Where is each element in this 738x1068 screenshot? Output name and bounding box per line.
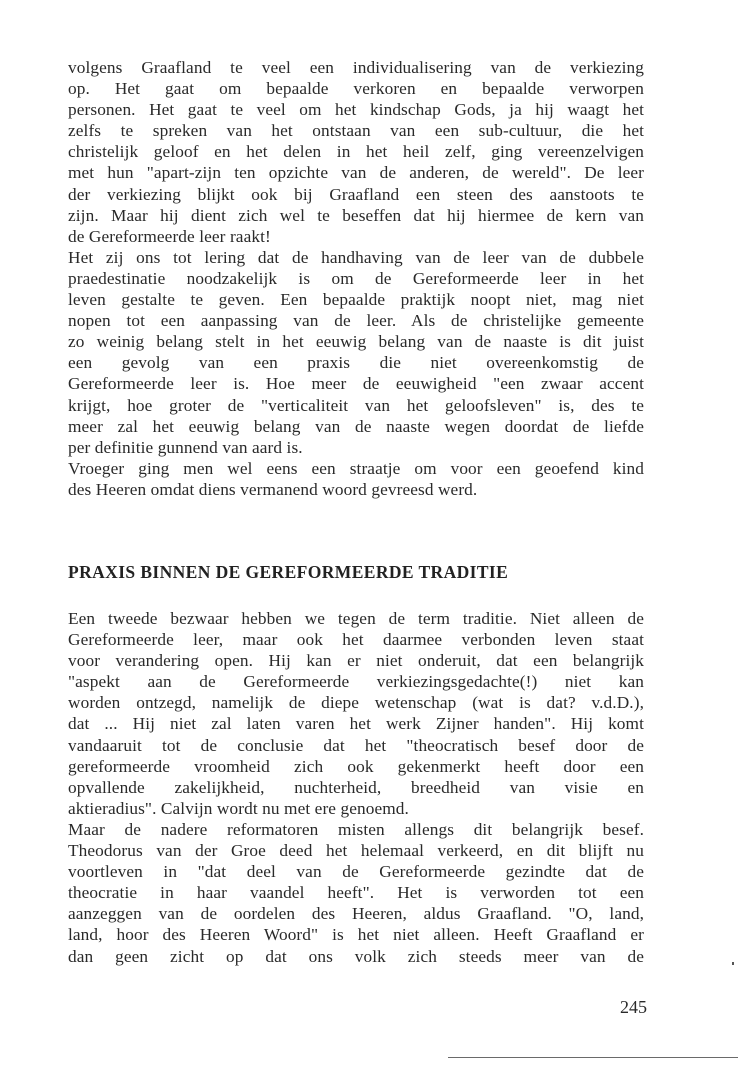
text-line: Het zij ons tot lering dat de handhaving van de leer van de dubbele	[68, 247, 644, 267]
text-line: land, hoor des Heeren Woord" is het niet alleen. Heeft Graafland er	[68, 925, 644, 945]
text-line: personen. Het gaat te veel om het kindschap Gods, ja hij waagt het	[68, 100, 644, 120]
text-line: volgens Graafland te veel een individualisering van de verkiezing	[68, 58, 644, 77]
text-line: zo weinig belang stelt in het eeuwig belang van de naaste is dit juist	[68, 332, 644, 352]
text-line: Gereformeerde leer is. Hoe meer de eeuwigheid "een zwaar accent	[68, 374, 644, 394]
text-line: christelijk geloof en het delen in het heil zelf, ging vereenzelvigen	[68, 142, 644, 162]
text-line: zelfs te spreken van het ontstaan van een sub-cultuur, die het	[68, 121, 644, 141]
text-line: theocratie in haar vaandel heeft". Het is verworden tot een	[68, 883, 644, 903]
text-line: per definitie gunnend van aard is.	[68, 437, 303, 457]
bottom-rule	[448, 1057, 738, 1058]
text-line: Gereformeerde leer, maar ook het daarmee verbonden leven staat	[68, 630, 644, 650]
text-line: opvallende zakelijkheid, nuchterheid, breedheid van visie en	[68, 777, 644, 797]
text-line: een gevolg van een praxis die niet overeenkomstig de	[68, 353, 644, 373]
text-line: meer zal het eeuwig belang van de naaste wegen doordat de liefde	[68, 416, 644, 436]
text-line: aanzeggen van de oordelen des Heeren, aldus Graafland. "O, land,	[68, 904, 644, 924]
body-text-section-1	[68, 57, 644, 500]
text-line: zijn. Maar hij dient zich wel te beseffen dat hij hiermee de kern van	[68, 205, 644, 225]
text-line: nopen tot een aanpassing van de leer. Als de christelijke gemeente	[68, 311, 644, 331]
text-line: aktieradius". Calvijn wordt nu met ere genoemd.	[68, 798, 409, 818]
text-line: worden ontzegd, namelijk de diepe wetenschap (wat is dat? v.d.D.),	[68, 693, 644, 713]
section-heading: PRAXIS BINNEN DE GEREFORMEERDE TRADITIE	[68, 562, 509, 582]
text-line: krijgt, hoe groter de "verticaliteit van het geloofsleven" is, des te	[68, 395, 644, 415]
text-line: vandaaruit tot de conclusie dat het "theocratisch besef door de	[68, 735, 644, 755]
text-line: des Heeren omdat diens vermanend woord gevreesd werd.	[68, 479, 478, 499]
text-line: Theodorus van der Groe deed het helemaal verkeerd, en dit blijft nu	[68, 841, 644, 861]
text-line: Maar de nadere reformatoren misten allengs dit belangrijk besef.	[68, 819, 644, 839]
text-line: der verkiezing blijkt ook bij Graafland een steen des aanstoots te	[68, 184, 644, 204]
text-line: voor verandering open. Hij kan er niet onderuit, dat een belangrijk	[68, 651, 644, 671]
text-line: "aspekt aan de Gereformeerde verkiezingsgedachte(!) niet kan	[68, 672, 644, 692]
body-text-section-2	[68, 608, 644, 967]
text-line: Een tweede bezwaar hebben we tegen de term traditie. Niet alleen de	[68, 609, 644, 628]
text-line: op. Het gaat om bepaalde verkoren en bepaalde verworpen	[68, 79, 644, 99]
text-line: met hun "apart-zijn ten opzichte van de anderen, de wereld". De leer	[68, 163, 644, 183]
text-line: gereformeerde vroomheid zich ook gekenmerkt heeft door een	[68, 756, 644, 776]
text-line: de Gereformeerde leer raakt!	[68, 226, 271, 246]
text-line: voortleven in "dat deel van de Gereformeerde gezindte dat de	[68, 862, 644, 882]
text-line: Vroeger ging men wel eens een straatje om voor een geoefend kind	[68, 458, 644, 478]
text-line: dan geen zicht op dat ons volk zich steeds meer van de	[68, 946, 644, 966]
text-line: dat ... Hij niet zal laten varen het werk Zijner handen". Hij komt	[68, 714, 644, 734]
text-line: leven gestalte te geven. Een bepaalde praktijk noopt niet, mag niet	[68, 290, 644, 310]
margin-mark	[732, 962, 734, 965]
page-number: 245	[620, 997, 647, 1017]
text-line: praedestinatie noodzakelijk is om de Gereformeerde leer in het	[68, 268, 644, 288]
